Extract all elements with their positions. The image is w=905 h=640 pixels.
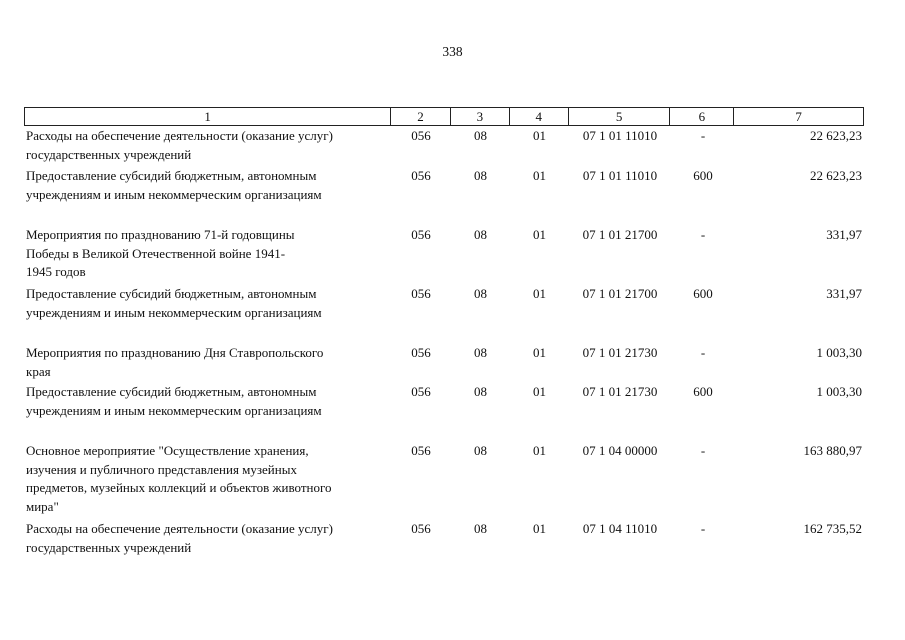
row-col-2: 056 [411,521,431,536]
row-name-line: Мероприятия по празднованию 71-й годовщины [26,227,295,242]
row-col-7: 331,97 [826,227,862,242]
row-col-3: 08 [474,227,487,242]
row-col-2: 056 [411,384,431,399]
row-col-4: 01 [533,128,546,143]
row-name [24,383,391,420]
header-col-1: 1 [25,108,391,125]
row-col-5: 07 1 01 21700 [582,286,658,301]
row-col-3: 08 [474,384,487,399]
row-col-4: 01 [533,227,546,242]
row-col-5: 07 1 04 00000 [582,443,658,458]
row-col-5: 07 1 01 21730 [582,384,658,399]
table-row [24,226,864,282]
table-row [24,383,864,420]
row-col-3: 08 [474,128,487,143]
row-name [24,344,391,381]
row-col-2: 056 [411,345,431,360]
table-row [24,167,864,204]
row-col-6: 600 [693,286,713,301]
row-name [24,226,391,282]
row-col-4: 01 [533,384,546,399]
header-col-2: 2 [391,108,451,125]
table-row [24,442,864,516]
row-name [24,285,391,322]
page-number: 338 [442,44,463,59]
row-name-line: Расходы на обеспечение деятельности (оказание услуг) [26,521,333,536]
row-col-4: 01 [533,286,546,301]
row-col-7: 22 623,23 [810,168,862,183]
row-name-line: учреждениям и иным некоммерческим организациям [26,304,322,320]
row-name-line: Предоставление субсидий бюджетным, автономным [26,168,317,183]
row-col-4: 01 [533,521,546,536]
row-name [24,442,391,516]
row-col-7: 22 623,23 [810,128,862,143]
row-col-2: 056 [411,443,431,458]
table-row [24,344,864,381]
table-row [24,520,864,557]
row-name-line: учреждениям и иным некоммерческим организациям [26,402,322,418]
row-name [24,520,391,557]
row-col-3: 08 [474,521,487,536]
row-col-2: 056 [411,227,431,242]
row-col-7: 331,97 [826,286,862,301]
row-col-7: 163 880,97 [803,443,862,458]
row-name-line: мира" [26,498,59,514]
table-row [24,285,864,322]
row-col-5: 07 1 01 11010 [582,168,658,183]
row-name-line: Расходы на обеспечение деятельности (оказание услуг) [26,128,333,143]
row-col-7: 1 003,30 [816,345,862,360]
row-name-line: Предоставление субсидий бюджетным, автономным [26,384,317,399]
header-col-3: 3 [451,108,510,125]
row-name-line: Основное мероприятие "Осуществление хранения, [26,443,309,458]
row-col-5: 07 1 01 11010 [582,128,658,143]
header-col-5: 5 [569,108,671,125]
row-name-line: государственных учреждений [26,146,192,162]
row-col-2: 056 [411,128,431,143]
row-col-6: - [700,521,706,536]
row-col-4: 01 [533,345,546,360]
row-name-line: края [26,363,51,379]
row-name-line: Предоставление субсидий бюджетным, автономным [26,286,317,301]
row-col-6: - [700,443,706,458]
row-name [24,167,391,204]
row-col-6: - [700,227,706,242]
row-col-6: 600 [693,384,713,399]
row-name-line: учреждениям и иным некоммерческим организациям [26,186,322,202]
row-col-6: - [700,128,706,143]
row-col-2: 056 [411,168,431,183]
row-col-5: 07 1 01 21700 [582,227,658,242]
header-col-4: 4 [510,108,569,125]
header-col-6: 6 [670,108,734,125]
row-name [24,127,391,164]
row-name-line: государственных учреждений [26,539,192,555]
row-name-line: 1945 годов [26,264,86,279]
row-col-5: 07 1 01 21730 [582,345,658,360]
row-col-7: 162 735,52 [803,521,862,536]
row-col-6: - [700,345,706,360]
row-col-3: 08 [474,286,487,301]
row-col-7: 1 003,30 [816,384,862,399]
row-name-line: Мероприятия по празднованию Дня Ставропольского [26,345,324,360]
row-col-3: 08 [474,443,487,458]
row-col-3: 08 [474,345,487,360]
row-col-4: 01 [533,443,546,458]
row-col-3: 08 [474,168,487,183]
row-col-6: 600 [693,168,713,183]
row-col-2: 056 [411,286,431,301]
row-name-line: изучения и публичного представления музейных [26,461,297,477]
table-row [24,127,864,164]
table-header [24,107,864,126]
header-col-7: 7 [795,109,802,124]
row-name-line: предметов, музейных коллекций и объектов животного [26,480,332,495]
row-col-5: 07 1 04 11010 [582,521,658,536]
row-name-line: Победы в Великой Отечественной войне 1941- [26,245,286,261]
row-col-4: 01 [533,168,546,183]
